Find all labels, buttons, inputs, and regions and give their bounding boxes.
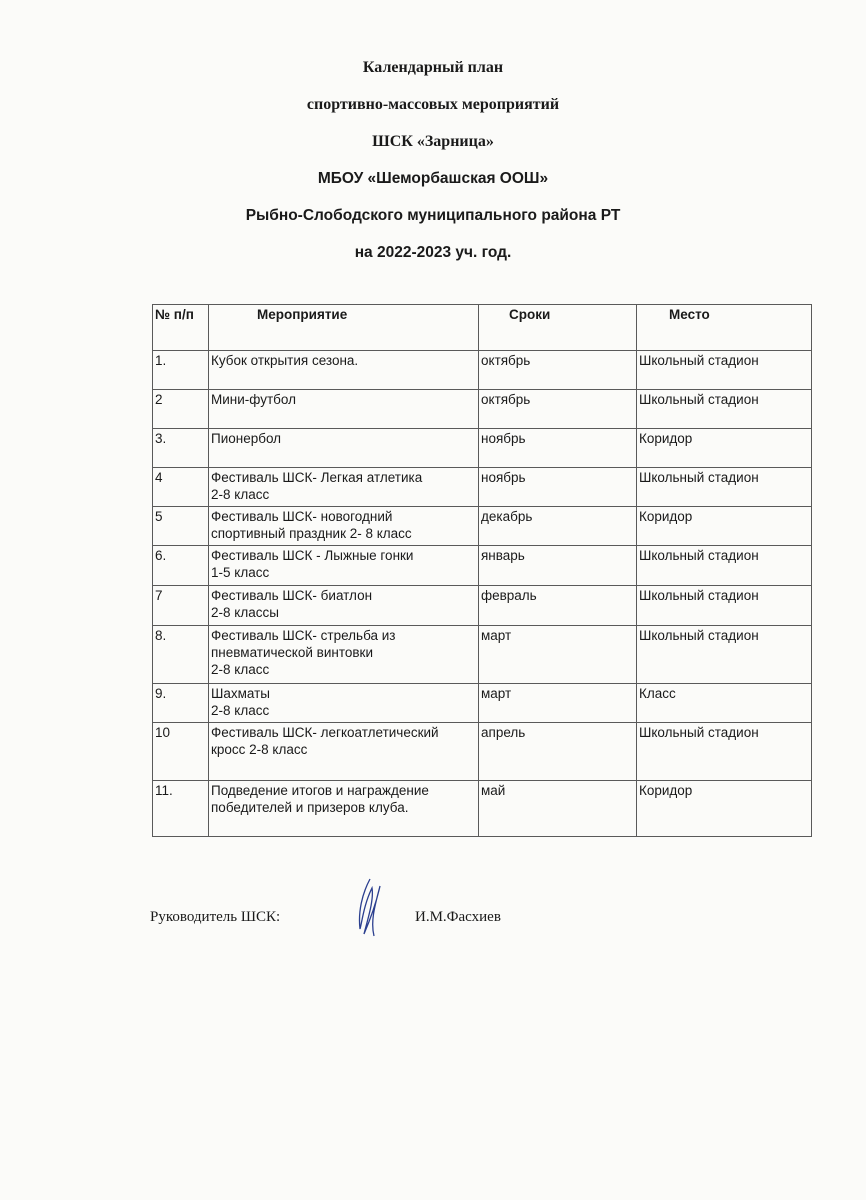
row-event-line: спортивный праздник 2- 8 класс bbox=[211, 526, 412, 541]
signature-icon bbox=[340, 874, 400, 944]
row-event-line: Мини-футбол bbox=[211, 392, 296, 407]
table-row bbox=[153, 351, 812, 390]
table-row bbox=[153, 390, 812, 429]
footer-name: И.М.Фасхиев bbox=[415, 909, 501, 925]
table-row bbox=[153, 468, 812, 507]
row-number: 9. bbox=[153, 684, 209, 723]
table-row bbox=[153, 626, 812, 684]
row-event-line: Фестиваль ШСК- новогодний bbox=[211, 509, 393, 524]
row-event bbox=[209, 390, 479, 429]
row-number: 4 bbox=[153, 468, 209, 507]
row-event bbox=[209, 507, 479, 546]
row-event-line: Фестиваль ШСК- стрельба из bbox=[211, 628, 396, 643]
row-number: 1. bbox=[153, 351, 209, 390]
row-date: февраль bbox=[479, 586, 637, 626]
row-event bbox=[209, 626, 479, 684]
row-event bbox=[209, 468, 479, 507]
header-num: № п/п bbox=[153, 305, 209, 351]
row-number: 7 bbox=[153, 586, 209, 626]
table-row bbox=[153, 507, 812, 546]
row-place: Коридор bbox=[637, 507, 812, 546]
row-event-line: 2-8 класс bbox=[211, 487, 270, 502]
row-event-line: Фестиваль ШСК- легкоатлетический bbox=[211, 725, 439, 740]
table-header-row bbox=[153, 305, 812, 351]
row-event bbox=[209, 351, 479, 390]
row-event-line: Пионербол bbox=[211, 431, 282, 446]
row-event-line: победителей и призеров клуба. bbox=[211, 800, 409, 815]
row-date: апрель bbox=[479, 723, 637, 781]
row-event-line: 2-8 классы bbox=[211, 605, 279, 620]
row-event-line: Кубок открытия сезона. bbox=[211, 353, 359, 368]
row-event-line: 2-8 класс bbox=[211, 662, 270, 677]
row-place: Коридор bbox=[637, 781, 812, 837]
title-line-3: ШСК «Зарница» bbox=[372, 133, 494, 150]
row-number: 2 bbox=[153, 390, 209, 429]
row-event-line: кросс 2-8 класс bbox=[211, 742, 308, 757]
row-place: Школьный стадион bbox=[637, 723, 812, 781]
row-event bbox=[209, 429, 479, 468]
row-date: декабрь bbox=[479, 507, 637, 546]
row-event-line: Шахматы bbox=[211, 686, 271, 701]
row-date: март bbox=[479, 684, 637, 723]
row-date: ноябрь bbox=[479, 429, 637, 468]
title-line-1: Календарный план bbox=[362, 59, 504, 76]
row-place: Школьный стадион bbox=[637, 546, 812, 586]
row-date: март bbox=[479, 626, 637, 684]
row-place: Школьный стадион bbox=[637, 390, 812, 429]
row-number: 10 bbox=[153, 723, 209, 781]
title-line-4: МБОУ «Шеморбашская ООШ» bbox=[317, 170, 549, 187]
row-event bbox=[209, 781, 479, 837]
row-number: 5 bbox=[153, 507, 209, 546]
row-event-line: пневматической винтовки bbox=[211, 645, 373, 660]
row-event-line: Фестиваль ШСК- Легкая атлетика bbox=[211, 470, 423, 485]
row-event-line: 2-8 класс bbox=[211, 703, 270, 718]
row-event-line: Фестиваль ШСК- биатлон bbox=[211, 588, 373, 603]
row-place: Школьный стадион bbox=[637, 351, 812, 390]
row-date: ноябрь bbox=[479, 468, 637, 507]
table-body bbox=[153, 351, 812, 837]
footer-role: Руководитель ШСК: bbox=[150, 909, 281, 925]
row-event bbox=[209, 546, 479, 586]
row-event bbox=[209, 684, 479, 723]
row-place: Класс bbox=[637, 684, 812, 723]
row-place: Школьный стадион bbox=[637, 468, 812, 507]
table-row bbox=[153, 429, 812, 468]
title-line-2: спортивно-массовых мероприятий bbox=[306, 96, 560, 113]
row-place: Школьный стадион bbox=[637, 586, 812, 626]
row-event-line: Фестиваль ШСК - Лыжные гонки bbox=[211, 548, 414, 563]
header-event: Мероприятие bbox=[209, 305, 479, 351]
document-title bbox=[0, 58, 866, 280]
title-line-6: на 2022-2023 уч. год. bbox=[354, 244, 512, 261]
row-number: 8. bbox=[153, 626, 209, 684]
table-row bbox=[153, 546, 812, 586]
row-event bbox=[209, 723, 479, 781]
row-number: 6. bbox=[153, 546, 209, 586]
title-line-5: Рыбно-Слободского муниципального района РТ bbox=[245, 207, 621, 224]
table-row bbox=[153, 723, 812, 781]
row-place: Коридор bbox=[637, 429, 812, 468]
row-number: 3. bbox=[153, 429, 209, 468]
row-date: январь bbox=[479, 546, 637, 586]
table-row bbox=[153, 781, 812, 837]
row-date: май bbox=[479, 781, 637, 837]
row-event-line: Подведение итогов и награждение bbox=[211, 783, 429, 798]
row-event bbox=[209, 586, 479, 626]
header-place: Место bbox=[637, 305, 812, 351]
row-date: октябрь bbox=[479, 390, 637, 429]
table-row bbox=[153, 684, 812, 723]
row-number: 11. bbox=[153, 781, 209, 837]
events-table bbox=[152, 304, 812, 837]
table-row bbox=[153, 586, 812, 626]
row-place: Школьный стадион bbox=[637, 626, 812, 684]
row-date: октябрь bbox=[479, 351, 637, 390]
row-event-line: 1-5 класс bbox=[211, 565, 270, 580]
header-date: Сроки bbox=[479, 305, 637, 351]
